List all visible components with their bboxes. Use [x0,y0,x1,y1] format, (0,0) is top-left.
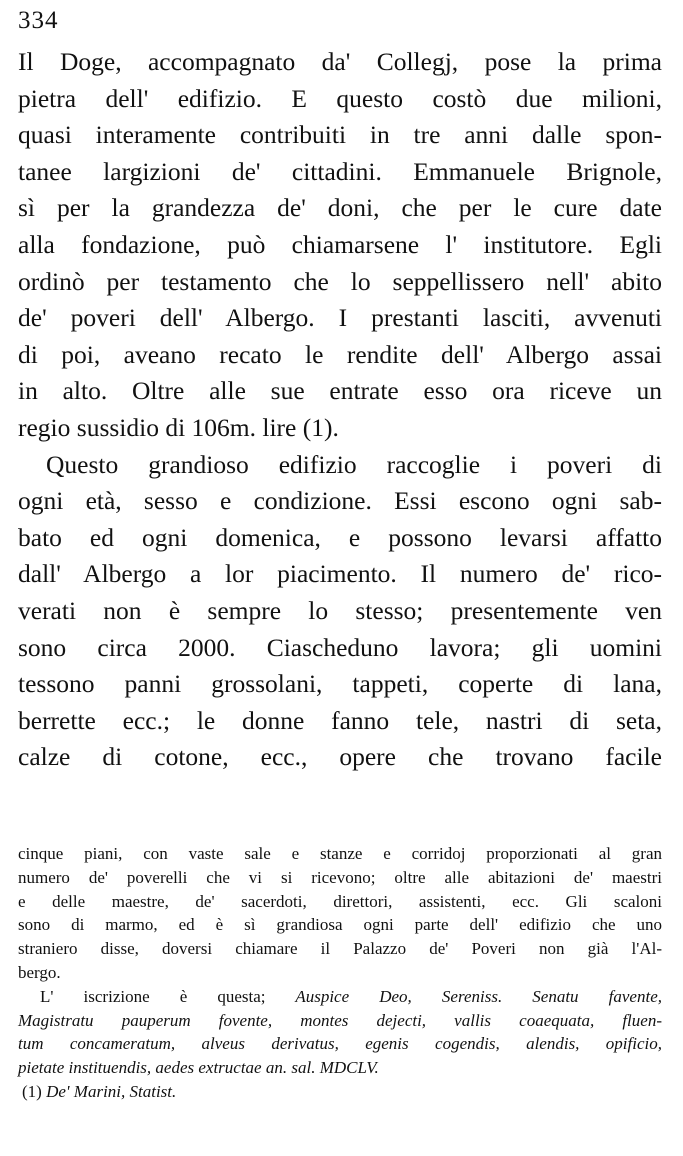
inscription-line: Magistratu pauperum fovente, montes dejecti, vallis coaequata, fluen- [18,1010,662,1030]
text-line: de' poveri dell' Albergo. I prestanti lasciti, avvenuti [18,303,662,333]
footnote-line: bergo. [18,962,61,982]
text-line: pietra dell' edifizio. E questo costò due milioni, [18,83,662,113]
text-line: tanee largizioni de' cittadini. Emmanuele Brignole, [18,156,662,186]
text-line: ordinò per testamento che lo seppellissero nell' abito [18,266,662,296]
text-line: in alto. Oltre alle sue entrate esso ora riceve un [18,376,662,406]
main-text [18,44,662,776]
inscription-lead: L' iscrizione è questa; [40,986,266,1006]
text-line: quasi interamente contribuiti in tre anni dalle spon- [18,120,662,150]
text-line: Questo grandioso edifizio raccoglie i poveri di [46,449,662,479]
page-number: 334 [18,7,59,34]
inscription-line [18,985,662,1009]
reference-marker: (1) [22,1081,42,1101]
footnote-line: numero de' poverelli che vi si ricevono; oltre alle abitazioni de' maestri [18,867,662,887]
footnote-line: e delle maestre, de' sacerdoti, direttori, assistenti, ecc. Gli scaloni [18,891,662,911]
text-line: Il Doge, accompagnato da' Collegj, pose la prima [18,47,662,76]
inscription-line: pietate instituendis, aedes extructae an. sal. MDCLV. [18,1058,379,1078]
reference-text: De' Marini, Statist. [46,1081,177,1101]
text-line: tessono panni grossolani, tappeti, coperte di lana, [18,669,662,699]
footnote-line: straniero disse, doversi chiamare il Palazzo de' Poveri non già l'Al- [18,939,662,959]
text-line: berrette ecc.; le donne fanno tele, nastri di seta, [18,705,662,735]
reference-note [18,1080,662,1104]
text-line: dall' Albergo a lor piacimento. Il numero de' rico- [18,559,662,589]
text-line: ogni età, sesso e condizione. Essi escono ogni sab- [18,486,662,516]
footnote-line: cinque piani, con vaste sale e stanze e corridoj proporzionati al gran [18,844,662,863]
inscription-line: tum concameratum, alveus derivatus, egenis cogendis, alendis, opificio, [18,1034,662,1054]
footnotes [18,842,662,1104]
text-line: sì per la grandezza de' doni, che per le cure date [18,193,662,223]
text-line: bato ed ogni domenica, e possono levarsi affatto [18,522,662,552]
text-line: sono circa 2000. Ciascheduno lavora; gli uomini [18,632,662,662]
text-line: di poi, aveano recato le rendite dell' Albergo assai [18,339,662,369]
text-line: regio sussidio di 106m. lire (1). [18,412,339,442]
footnote-line: sono di marmo, ed è sì grandiosa ogni parte dell' edifizio che uno [18,915,662,935]
text-line: verati non è sempre lo stesso; presentemente ven [18,595,662,625]
inscription-text: Auspice Deo, Sereniss. Senatu favente, [295,986,662,1006]
text-line: alla fondazione, può chiamarsene l' institutore. Egli [18,229,662,259]
text-line: calze di cotone, ecc., opere che trovano facile [18,742,662,772]
